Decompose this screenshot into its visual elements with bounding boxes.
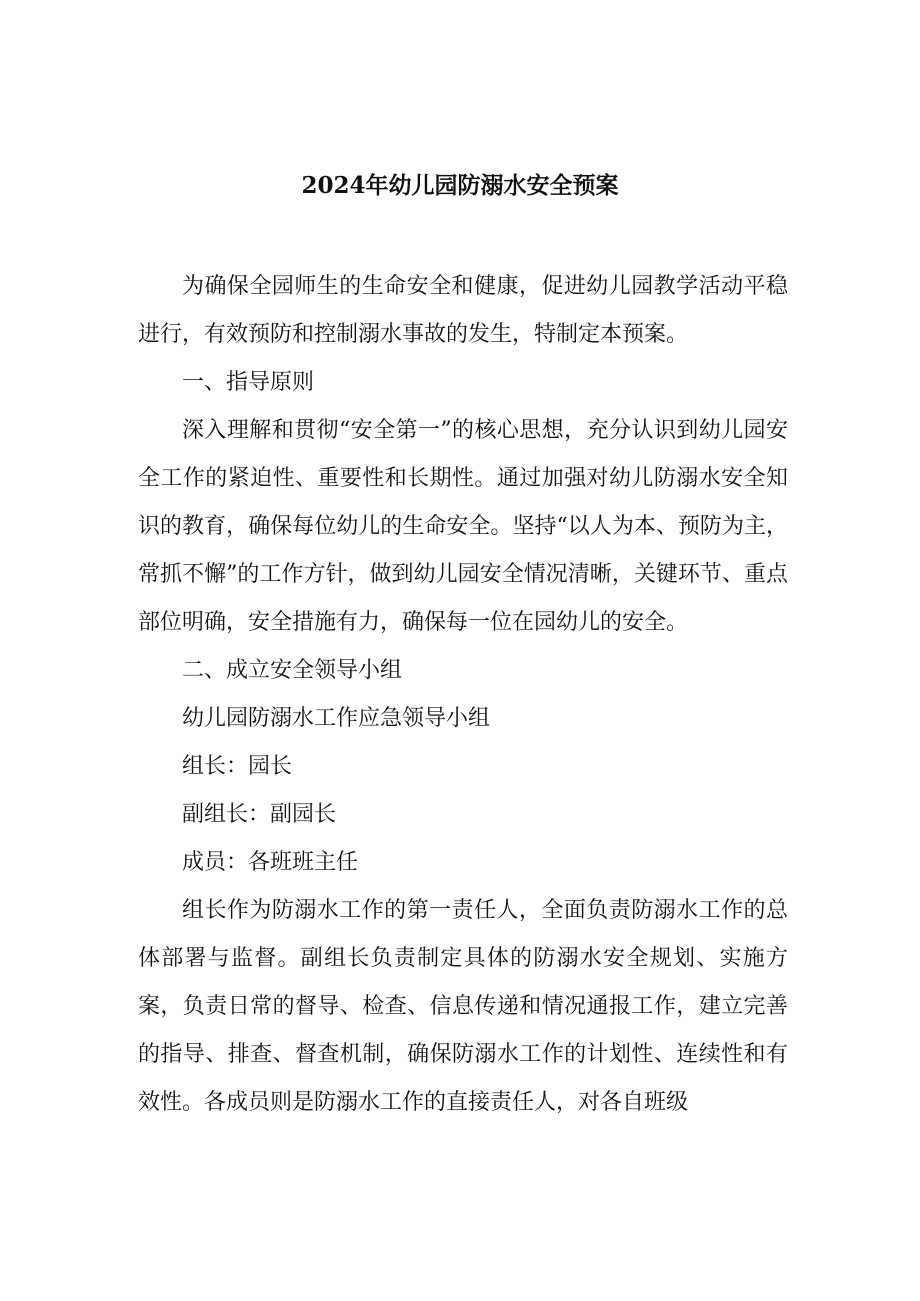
paragraph-responsibilities: 组长作为防溺水工作的第一责任人，全面负责防溺水工作的总体部署与监督。副组长负责制定具体的防溺水安全规划、实施方案，负责日常的督导、检查、信息传递和情况通报工作，建立完善的指导、排查、督查机制，确保防溺水工作的计划性、连续性和有效性。各成员则是防溺水工作的直接责任人，对各自班级 [138, 898, 788, 1115]
paragraph-deputy-leader: 副组长：副园长 [182, 802, 337, 827]
document-title: 2024年幼儿园防溺水安全预案 [301, 172, 619, 199]
heading-guiding-principles: 一、指导原则 [182, 370, 315, 395]
paragraph-guiding-principles: 深入理解和贯彻“安全第一”的核心思想，充分认识到幼儿园安全工作的紧迫性、重要性和长期性。通过加强对幼儿防溺水安全知识的教育，确保每位幼儿的生命安全。坚持“以人为本、预防为主，常抓不懈”的工作方针，做到幼儿园安全情况清晰，关键环节、重点部位明确，安全措施有力，确保每一位在园幼儿的安全。 [138, 418, 788, 635]
document-body [138, 263, 788, 1127]
paragraph-members: 成员：各班班主任 [182, 850, 359, 875]
heading-leadership-group: 二、成立安全领导小组 [182, 658, 403, 683]
paragraph-group-leader: 组长：园长 [182, 754, 293, 779]
paragraph-group-name: 幼儿园防溺水工作应急领导小组 [182, 706, 491, 731]
paragraph-intro: 为确保全园师生的生命安全和健康，促进幼儿园教学活动平稳进行，有效预防和控制溺水事故的发生，特制定本预案。 [138, 274, 788, 347]
